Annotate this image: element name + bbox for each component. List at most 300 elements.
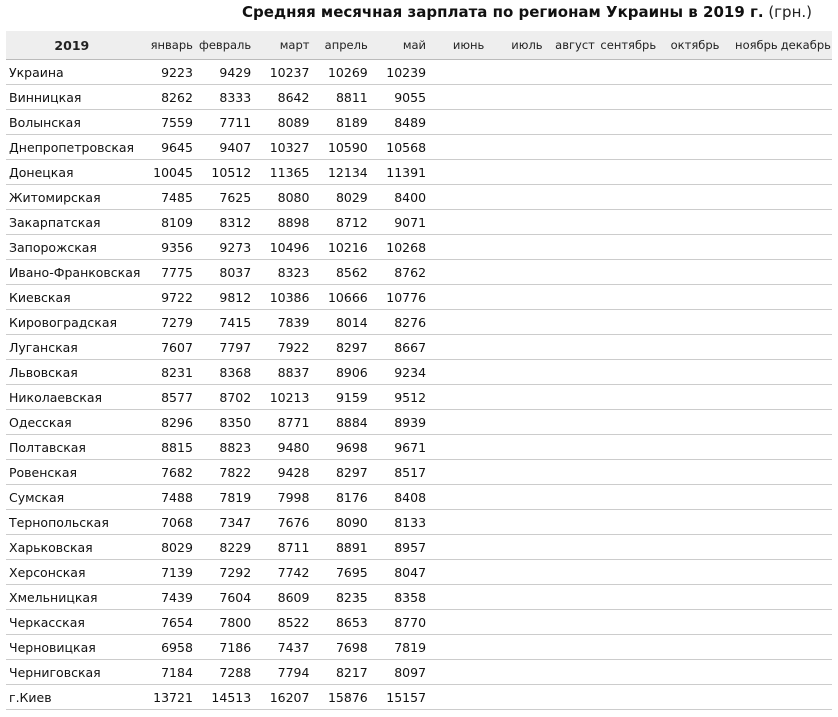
salary-value bbox=[781, 85, 832, 110]
salary-value: 8577 bbox=[141, 385, 196, 410]
salary-value bbox=[781, 385, 832, 410]
table-row bbox=[6, 235, 832, 260]
salary-value bbox=[546, 360, 598, 385]
salary-value bbox=[598, 260, 659, 285]
salary-value bbox=[781, 60, 832, 85]
header-row bbox=[6, 31, 832, 60]
salary-value: 8358 bbox=[371, 585, 429, 610]
salary-value: 8522 bbox=[254, 610, 312, 635]
salary-value: 7654 bbox=[141, 610, 196, 635]
salary-value: 7676 bbox=[254, 510, 312, 535]
salary-value: 8762 bbox=[371, 260, 429, 285]
table-row bbox=[6, 485, 832, 510]
salary-value bbox=[487, 60, 545, 85]
table-row bbox=[6, 535, 832, 560]
salary-value bbox=[722, 360, 780, 385]
salary-value bbox=[546, 310, 598, 335]
salary-value: 8815 bbox=[141, 435, 196, 460]
table-row bbox=[6, 360, 832, 385]
salary-value bbox=[659, 435, 722, 460]
salary-value: 8176 bbox=[312, 485, 370, 510]
table-row bbox=[6, 185, 832, 210]
salary-value bbox=[429, 635, 487, 660]
salary-value bbox=[598, 510, 659, 535]
salary-value: 8368 bbox=[196, 360, 254, 385]
region-name: Запорожская bbox=[6, 235, 141, 260]
salary-value: 8014 bbox=[312, 310, 370, 335]
salary-value: 8957 bbox=[371, 535, 429, 560]
salary-value bbox=[659, 485, 722, 510]
table-row bbox=[6, 410, 832, 435]
salary-value bbox=[659, 360, 722, 385]
salary-value: 8133 bbox=[371, 510, 429, 535]
salary-value bbox=[429, 210, 487, 235]
salary-value bbox=[429, 160, 487, 185]
salary-value: 8939 bbox=[371, 410, 429, 435]
salary-value bbox=[429, 410, 487, 435]
salary-value bbox=[429, 60, 487, 85]
salary-value bbox=[659, 385, 722, 410]
salary-value bbox=[722, 160, 780, 185]
salary-value: 8235 bbox=[312, 585, 370, 610]
salary-value: 8609 bbox=[254, 585, 312, 610]
page-title bbox=[242, 3, 812, 21]
salary-value: 8312 bbox=[196, 210, 254, 235]
salary-value bbox=[659, 585, 722, 610]
salary-value bbox=[781, 185, 832, 210]
salary-value: 12134 bbox=[312, 160, 370, 185]
salary-value bbox=[487, 435, 545, 460]
salary-value bbox=[781, 510, 832, 535]
salary-value bbox=[487, 110, 545, 135]
salary-value bbox=[781, 635, 832, 660]
salary-value bbox=[659, 310, 722, 335]
salary-value bbox=[487, 360, 545, 385]
salary-value bbox=[487, 635, 545, 660]
salary-value bbox=[722, 85, 780, 110]
salary-value bbox=[546, 485, 598, 510]
salary-value bbox=[429, 285, 487, 310]
salary-value bbox=[546, 60, 598, 85]
salary-value: 7288 bbox=[196, 660, 254, 685]
salary-value bbox=[546, 410, 598, 435]
salary-value bbox=[487, 660, 545, 685]
salary-value: 7439 bbox=[141, 585, 196, 610]
salary-value bbox=[546, 560, 598, 585]
salary-value bbox=[487, 260, 545, 285]
salary-value bbox=[487, 685, 545, 710]
salary-value bbox=[546, 210, 598, 235]
salary-value: 8517 bbox=[371, 460, 429, 485]
salary-value bbox=[722, 335, 780, 360]
salary-value: 10496 bbox=[254, 235, 312, 260]
salary-value: 10776 bbox=[371, 285, 429, 310]
salary-value bbox=[781, 285, 832, 310]
salary-value: 8711 bbox=[254, 535, 312, 560]
salary-value: 7139 bbox=[141, 560, 196, 585]
salary-value bbox=[598, 385, 659, 410]
salary-value: 7415 bbox=[196, 310, 254, 335]
region-name: Житомирская bbox=[6, 185, 141, 210]
salary-value: 10268 bbox=[371, 235, 429, 260]
salary-value: 8653 bbox=[312, 610, 370, 635]
salary-value bbox=[722, 685, 780, 710]
salary-value bbox=[487, 185, 545, 210]
salary-value: 8702 bbox=[196, 385, 254, 410]
salary-value bbox=[781, 460, 832, 485]
salary-value: 9512 bbox=[371, 385, 429, 410]
salary-value: 7682 bbox=[141, 460, 196, 485]
salary-value: 8029 bbox=[141, 535, 196, 560]
salary-value: 7604 bbox=[196, 585, 254, 610]
table-row bbox=[6, 385, 832, 410]
salary-value bbox=[546, 160, 598, 185]
salary-value: 9698 bbox=[312, 435, 370, 460]
salary-value bbox=[659, 635, 722, 660]
salary-value bbox=[546, 335, 598, 360]
salary-value: 8333 bbox=[196, 85, 254, 110]
salary-value bbox=[722, 60, 780, 85]
salary-value: 8906 bbox=[312, 360, 370, 385]
salary-value: 9273 bbox=[196, 235, 254, 260]
salary-value: 7698 bbox=[312, 635, 370, 660]
month-header: май bbox=[371, 31, 429, 60]
salary-value: 8262 bbox=[141, 85, 196, 110]
salary-value bbox=[546, 510, 598, 535]
salary-value bbox=[659, 110, 722, 135]
salary-value: 9671 bbox=[371, 435, 429, 460]
salary-value bbox=[429, 135, 487, 160]
salary-value: 7839 bbox=[254, 310, 312, 335]
salary-value bbox=[598, 310, 659, 335]
table-row bbox=[6, 510, 832, 535]
salary-value: 7485 bbox=[141, 185, 196, 210]
salary-value bbox=[546, 185, 598, 210]
table-row bbox=[6, 685, 832, 710]
salary-value bbox=[546, 585, 598, 610]
salary-value: 7819 bbox=[196, 485, 254, 510]
salary-value: 7625 bbox=[196, 185, 254, 210]
salary-value: 7742 bbox=[254, 560, 312, 585]
salary-value: 10327 bbox=[254, 135, 312, 160]
salary-value bbox=[598, 360, 659, 385]
salary-value bbox=[659, 60, 722, 85]
salary-value: 8080 bbox=[254, 185, 312, 210]
salary-value bbox=[546, 235, 598, 260]
salary-value: 9429 bbox=[196, 60, 254, 85]
month-header: октябрь bbox=[659, 31, 722, 60]
salary-value: 8884 bbox=[312, 410, 370, 435]
salary-value: 7068 bbox=[141, 510, 196, 535]
salary-value bbox=[722, 460, 780, 485]
salary-value: 8891 bbox=[312, 535, 370, 560]
region-name: Ровенская bbox=[6, 460, 141, 485]
salary-value: 15157 bbox=[371, 685, 429, 710]
salary-value bbox=[429, 660, 487, 685]
salary-value bbox=[487, 385, 545, 410]
salary-value bbox=[722, 135, 780, 160]
region-name: Закарпатская bbox=[6, 210, 141, 235]
title-main: Средняя месячная зарплата по регионам Украины в 2019 г. bbox=[242, 3, 764, 21]
salary-value: 7292 bbox=[196, 560, 254, 585]
salary-value bbox=[659, 610, 722, 635]
salary-value bbox=[487, 210, 545, 235]
region-name: Черниговская bbox=[6, 660, 141, 685]
region-name: г.Киев bbox=[6, 685, 141, 710]
salary-value: 11391 bbox=[371, 160, 429, 185]
salary-value bbox=[659, 185, 722, 210]
salary-value bbox=[487, 460, 545, 485]
salary-value bbox=[781, 560, 832, 585]
salary-value bbox=[598, 410, 659, 435]
salary-value bbox=[429, 85, 487, 110]
salary-value bbox=[546, 385, 598, 410]
salary-value: 7437 bbox=[254, 635, 312, 660]
region-name: Винницкая bbox=[6, 85, 141, 110]
month-header: январь bbox=[141, 31, 196, 60]
salary-value bbox=[546, 85, 598, 110]
salary-value: 14513 bbox=[196, 685, 254, 710]
salary-value bbox=[598, 485, 659, 510]
salary-value bbox=[659, 510, 722, 535]
region-name: Николаевская bbox=[6, 385, 141, 410]
table-body bbox=[6, 60, 832, 710]
table-row bbox=[6, 135, 832, 160]
salary-value: 7695 bbox=[312, 560, 370, 585]
salary-value bbox=[659, 410, 722, 435]
table-row bbox=[6, 635, 832, 660]
salary-value: 8667 bbox=[371, 335, 429, 360]
salary-value bbox=[659, 235, 722, 260]
month-header: декабрь bbox=[781, 31, 832, 60]
salary-value bbox=[722, 185, 780, 210]
salary-value bbox=[781, 135, 832, 160]
salary-value: 7794 bbox=[254, 660, 312, 685]
salary-value bbox=[429, 360, 487, 385]
salary-value bbox=[781, 685, 832, 710]
salary-value: 8047 bbox=[371, 560, 429, 585]
region-name: Днепропетровская bbox=[6, 135, 141, 160]
salary-value: 8489 bbox=[371, 110, 429, 135]
salary-value: 7998 bbox=[254, 485, 312, 510]
salary-value: 7347 bbox=[196, 510, 254, 535]
salary-value bbox=[659, 285, 722, 310]
salary-value: 8400 bbox=[371, 185, 429, 210]
salary-value: 7822 bbox=[196, 460, 254, 485]
salary-value bbox=[781, 310, 832, 335]
salary-value bbox=[722, 210, 780, 235]
salary-value: 10666 bbox=[312, 285, 370, 310]
salary-value: 9055 bbox=[371, 85, 429, 110]
salary-value bbox=[487, 335, 545, 360]
salary-value bbox=[429, 535, 487, 560]
region-name: Сумская bbox=[6, 485, 141, 510]
salary-value: 9356 bbox=[141, 235, 196, 260]
salary-value bbox=[659, 685, 722, 710]
salary-value bbox=[598, 685, 659, 710]
salary-value: 8408 bbox=[371, 485, 429, 510]
salary-value: 8350 bbox=[196, 410, 254, 435]
salary-value: 15876 bbox=[312, 685, 370, 710]
salary-value: 9428 bbox=[254, 460, 312, 485]
region-name: Кировоградская bbox=[6, 310, 141, 335]
salary-value bbox=[659, 460, 722, 485]
title-unit: (грн.) bbox=[768, 3, 812, 21]
salary-value: 10590 bbox=[312, 135, 370, 160]
salary-value bbox=[659, 560, 722, 585]
salary-value bbox=[659, 535, 722, 560]
salary-value: 8231 bbox=[141, 360, 196, 385]
salary-value bbox=[429, 585, 487, 610]
salary-value bbox=[722, 610, 780, 635]
region-name: Херсонская bbox=[6, 560, 141, 585]
salary-value: 8297 bbox=[312, 335, 370, 360]
salary-value bbox=[659, 85, 722, 110]
region-name: Харьковская bbox=[6, 535, 141, 560]
salary-value bbox=[429, 335, 487, 360]
salary-value: 10512 bbox=[196, 160, 254, 185]
table-row bbox=[6, 260, 832, 285]
table-row bbox=[6, 210, 832, 235]
salary-value bbox=[722, 585, 780, 610]
salary-value bbox=[781, 610, 832, 635]
salary-value bbox=[781, 260, 832, 285]
region-name: Хмельницкая bbox=[6, 585, 141, 610]
salary-value: 7775 bbox=[141, 260, 196, 285]
salary-value bbox=[429, 485, 487, 510]
salary-value bbox=[722, 660, 780, 685]
salary-value bbox=[429, 385, 487, 410]
salary-value bbox=[598, 210, 659, 235]
salary-value: 7797 bbox=[196, 335, 254, 360]
salary-value: 7922 bbox=[254, 335, 312, 360]
salary-value: 8771 bbox=[254, 410, 312, 435]
salary-value bbox=[598, 60, 659, 85]
region-name: Киевская bbox=[6, 285, 141, 310]
salary-value bbox=[598, 85, 659, 110]
salary-value bbox=[598, 135, 659, 160]
salary-value: 10045 bbox=[141, 160, 196, 185]
table-row bbox=[6, 660, 832, 685]
month-header: ноябрь bbox=[722, 31, 780, 60]
salary-value bbox=[598, 285, 659, 310]
salary-value bbox=[546, 660, 598, 685]
salary-value: 9812 bbox=[196, 285, 254, 310]
salary-value: 8642 bbox=[254, 85, 312, 110]
salary-value bbox=[487, 235, 545, 260]
salary-value bbox=[722, 535, 780, 560]
month-header: июнь bbox=[429, 31, 487, 60]
salary-value: 10237 bbox=[254, 60, 312, 85]
salary-value bbox=[487, 160, 545, 185]
salary-value bbox=[598, 585, 659, 610]
salary-value: 10239 bbox=[371, 60, 429, 85]
salary-value bbox=[487, 410, 545, 435]
salary-value: 7800 bbox=[196, 610, 254, 635]
salary-value: 8097 bbox=[371, 660, 429, 685]
salary-value: 9234 bbox=[371, 360, 429, 385]
salary-value bbox=[659, 260, 722, 285]
salary-value bbox=[781, 160, 832, 185]
salary-value bbox=[781, 435, 832, 460]
salary-value bbox=[781, 235, 832, 260]
salary-value: 8276 bbox=[371, 310, 429, 335]
salary-value bbox=[598, 435, 659, 460]
salary-value: 8029 bbox=[312, 185, 370, 210]
salary-value bbox=[598, 110, 659, 135]
month-header: март bbox=[254, 31, 312, 60]
salary-value bbox=[722, 410, 780, 435]
salary-value bbox=[781, 410, 832, 435]
salary-value bbox=[546, 110, 598, 135]
salary-value: 7279 bbox=[141, 310, 196, 335]
salary-value bbox=[598, 660, 659, 685]
table-row bbox=[6, 60, 832, 85]
table-row bbox=[6, 435, 832, 460]
salary-value: 8109 bbox=[141, 210, 196, 235]
salary-value bbox=[598, 460, 659, 485]
salary-value bbox=[429, 185, 487, 210]
salary-value bbox=[429, 235, 487, 260]
salary-value: 9722 bbox=[141, 285, 196, 310]
salary-value bbox=[487, 135, 545, 160]
salary-value: 8297 bbox=[312, 460, 370, 485]
salary-value: 9645 bbox=[141, 135, 196, 160]
salary-value bbox=[546, 535, 598, 560]
salary-value: 8811 bbox=[312, 85, 370, 110]
region-name: Тернопольская bbox=[6, 510, 141, 535]
table-row bbox=[6, 310, 832, 335]
salary-value: 9159 bbox=[312, 385, 370, 410]
month-header: август bbox=[546, 31, 598, 60]
salary-value bbox=[429, 560, 487, 585]
salary-value bbox=[781, 585, 832, 610]
salary-value: 10269 bbox=[312, 60, 370, 85]
salary-value: 9480 bbox=[254, 435, 312, 460]
salary-value: 10386 bbox=[254, 285, 312, 310]
salary-value: 10568 bbox=[371, 135, 429, 160]
salary-value bbox=[659, 210, 722, 235]
table-row bbox=[6, 285, 832, 310]
salary-value: 8712 bbox=[312, 210, 370, 235]
salary-value bbox=[659, 660, 722, 685]
salary-value bbox=[722, 635, 780, 660]
table-row bbox=[6, 585, 832, 610]
salary-value bbox=[546, 435, 598, 460]
salary-value: 8323 bbox=[254, 260, 312, 285]
region-name: Украина bbox=[6, 60, 141, 85]
salary-table bbox=[6, 31, 832, 710]
salary-value bbox=[781, 660, 832, 685]
salary-value bbox=[781, 110, 832, 135]
salary-value bbox=[598, 160, 659, 185]
salary-value: 16207 bbox=[254, 685, 312, 710]
table-row bbox=[6, 560, 832, 585]
salary-value bbox=[546, 260, 598, 285]
salary-value bbox=[598, 335, 659, 360]
region-name: Луганская bbox=[6, 335, 141, 360]
salary-value bbox=[659, 335, 722, 360]
month-header: июль bbox=[487, 31, 545, 60]
salary-value bbox=[487, 310, 545, 335]
salary-value bbox=[546, 285, 598, 310]
salary-value bbox=[781, 360, 832, 385]
salary-value: 13721 bbox=[141, 685, 196, 710]
salary-value bbox=[722, 110, 780, 135]
salary-value bbox=[781, 485, 832, 510]
salary-value bbox=[487, 560, 545, 585]
salary-value bbox=[598, 235, 659, 260]
